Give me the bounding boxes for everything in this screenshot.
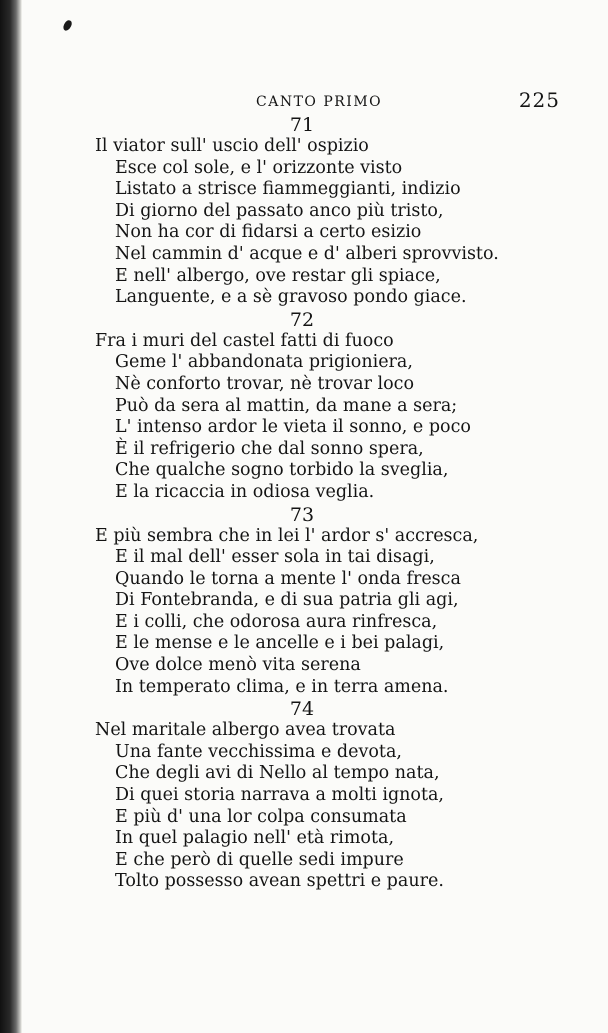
running-head: CANTO PRIMO: [256, 94, 383, 110]
verse-line: Il viator sull' uscio dell' ospizio: [95, 136, 369, 156]
stanza: [95, 698, 525, 893]
verse-line: Ove dolce menò vita serena: [115, 655, 361, 676]
verse-line: Esce col sole, e l' orizzonte visto: [115, 157, 403, 178]
verse-line: Di Fontebranda, e di sua patria gli agi,: [115, 590, 459, 611]
verse-line: In temperato clima, e in terra amena.: [115, 676, 449, 697]
verse-line: In quel palagio nell' età rimota,: [115, 828, 395, 849]
verse-line: E la ricaccia in odiosa veglia.: [115, 481, 375, 502]
verse-line: Geme l' abbandonata prigioniera,: [115, 352, 413, 373]
verse-line: Che qualche sogno torbido la sveglia,: [115, 460, 449, 481]
verse-line: E nell' albergo, ove restar gli spiace,: [115, 265, 441, 286]
verse-line: E i colli, che odorosa aura rinfresca,: [115, 611, 438, 632]
stanza: [95, 309, 525, 504]
stanza-number: 73: [289, 503, 315, 526]
verse-line: Non ha cor di fidarsi a certo esizio: [115, 222, 422, 243]
verse-line: Listato a strisce fiammeggianti, indizio: [115, 179, 461, 200]
verse-line: E il mal dell' esser sola in tai disagi,: [115, 547, 435, 568]
poem-body: [95, 114, 525, 893]
page-number: 225: [518, 88, 560, 112]
verse-line: Può da sera al mattin, da mane a sera;: [115, 395, 458, 416]
verse-line: Una fante vecchissima e devota,: [115, 741, 402, 762]
ink-speck: [62, 19, 73, 32]
verse-line: E che però di quelle sedi impure: [115, 849, 404, 870]
verse-line: E più d' una lor colpa consumata: [115, 806, 407, 827]
verse-line: Quando le torna a mente l' onda fresca: [115, 568, 461, 589]
stanza-number: 72: [289, 308, 315, 331]
verse-line: Di quei storia narrava a molti ignota,: [115, 785, 444, 806]
verse-line: Che degli avi di Nello al tempo nata,: [115, 763, 440, 784]
verse-line: E più sembra che in lei l' ardor s' accresca,: [95, 525, 479, 546]
stanza-number: 74: [289, 698, 315, 721]
stanza: [95, 114, 525, 309]
verse-line: E le mense e le ancelle e i bei palagi,: [115, 633, 445, 654]
book-spine-shadow: [0, 0, 22, 1033]
stanza-number: 71: [289, 114, 315, 136]
verse-line: Nel cammin d' acque e d' alberi sprovvisto.: [115, 243, 499, 264]
verse-line: L' intenso ardor le vieta il sonno, e poco: [115, 417, 471, 438]
verse-line: Tolto possesso avean spettri e paure.: [115, 871, 444, 892]
verse-line: Nè conforto trovar, nè trovar loco: [115, 373, 415, 394]
verse-line: Languente, e a sè gravoso pondo giace.: [115, 287, 467, 308]
verse-line: Fra i muri del castel fatti di fuoco: [95, 330, 394, 351]
verse-line: È il refrigerio che dal sonno spera,: [115, 438, 424, 459]
verse-line: Di giorno del passato anco più tristo,: [115, 200, 444, 221]
stanza: [95, 504, 525, 699]
verse-line: Nel maritale albergo avea trovata: [95, 720, 396, 741]
